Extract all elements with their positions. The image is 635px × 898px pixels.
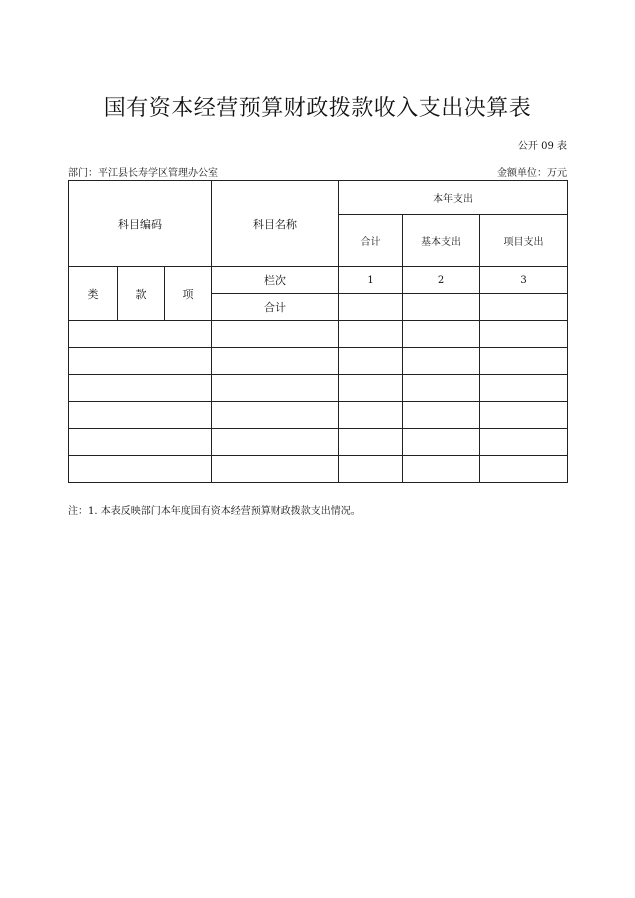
table-cell bbox=[69, 348, 212, 375]
table-row bbox=[69, 456, 568, 483]
header-section: 款 bbox=[118, 267, 165, 321]
table-cell bbox=[69, 456, 212, 483]
header-category: 类 bbox=[69, 267, 118, 321]
table-cell bbox=[403, 321, 480, 348]
footnote: 注：1. 本表反映部门本年度国有资本经营预算财政拨款支出情况。 bbox=[68, 506, 361, 517]
total-cell bbox=[339, 294, 403, 321]
total-cell bbox=[480, 294, 568, 321]
table-cell bbox=[480, 321, 568, 348]
table-cell bbox=[212, 321, 339, 348]
table-row bbox=[69, 348, 568, 375]
table-cell bbox=[480, 402, 568, 429]
unit-label: 金额单位：万元 bbox=[497, 168, 567, 179]
header-row-1 bbox=[69, 181, 568, 215]
index-row bbox=[69, 267, 568, 294]
table-cell bbox=[339, 429, 403, 456]
table-cell bbox=[480, 348, 568, 375]
expenditure-table bbox=[68, 180, 568, 483]
total-cell bbox=[403, 294, 480, 321]
header-current-year-expenditure: 本年支出 bbox=[339, 181, 568, 215]
column-index-3: 3 bbox=[480, 267, 568, 294]
table-cell bbox=[69, 375, 212, 402]
table-cell bbox=[480, 456, 568, 483]
table-cell bbox=[339, 348, 403, 375]
table-cell bbox=[403, 456, 480, 483]
table-cell bbox=[69, 429, 212, 456]
table-cell bbox=[339, 402, 403, 429]
table-cell bbox=[480, 429, 568, 456]
table-cell bbox=[212, 456, 339, 483]
table-cell bbox=[212, 375, 339, 402]
header-subject-code: 科目编码 bbox=[69, 181, 212, 267]
table-cell bbox=[403, 402, 480, 429]
table-cell bbox=[403, 348, 480, 375]
table-cell bbox=[339, 321, 403, 348]
form-code: 公开 09 表 bbox=[517, 141, 567, 152]
department-label: 部门：平江县长寿学区管理办公室 bbox=[68, 168, 218, 179]
header-subject-name: 科目名称 bbox=[212, 181, 339, 267]
column-index-1: 1 bbox=[339, 267, 403, 294]
table-row bbox=[69, 429, 568, 456]
table-cell bbox=[69, 321, 212, 348]
table-cell bbox=[69, 402, 212, 429]
column-index-2: 2 bbox=[403, 267, 480, 294]
table-cell bbox=[403, 375, 480, 402]
table-row bbox=[69, 321, 568, 348]
header-project-expenditure: 项目支出 bbox=[480, 215, 568, 267]
table-cell bbox=[212, 402, 339, 429]
table-cell bbox=[480, 375, 568, 402]
page-title: 国有资本经营预算财政拨款收入支出决算表 bbox=[103, 96, 532, 121]
table-cell bbox=[403, 429, 480, 456]
header-basic-expenditure: 基本支出 bbox=[403, 215, 480, 267]
table-row bbox=[69, 402, 568, 429]
header-total: 合计 bbox=[339, 215, 403, 267]
table-cell bbox=[212, 429, 339, 456]
row-index-label: 栏次 bbox=[212, 267, 339, 294]
header-item: 项 bbox=[165, 267, 212, 321]
table-cell bbox=[339, 456, 403, 483]
table-cell bbox=[212, 348, 339, 375]
table-row bbox=[69, 375, 568, 402]
row-total-label: 合计 bbox=[212, 294, 339, 321]
table-cell bbox=[339, 375, 403, 402]
